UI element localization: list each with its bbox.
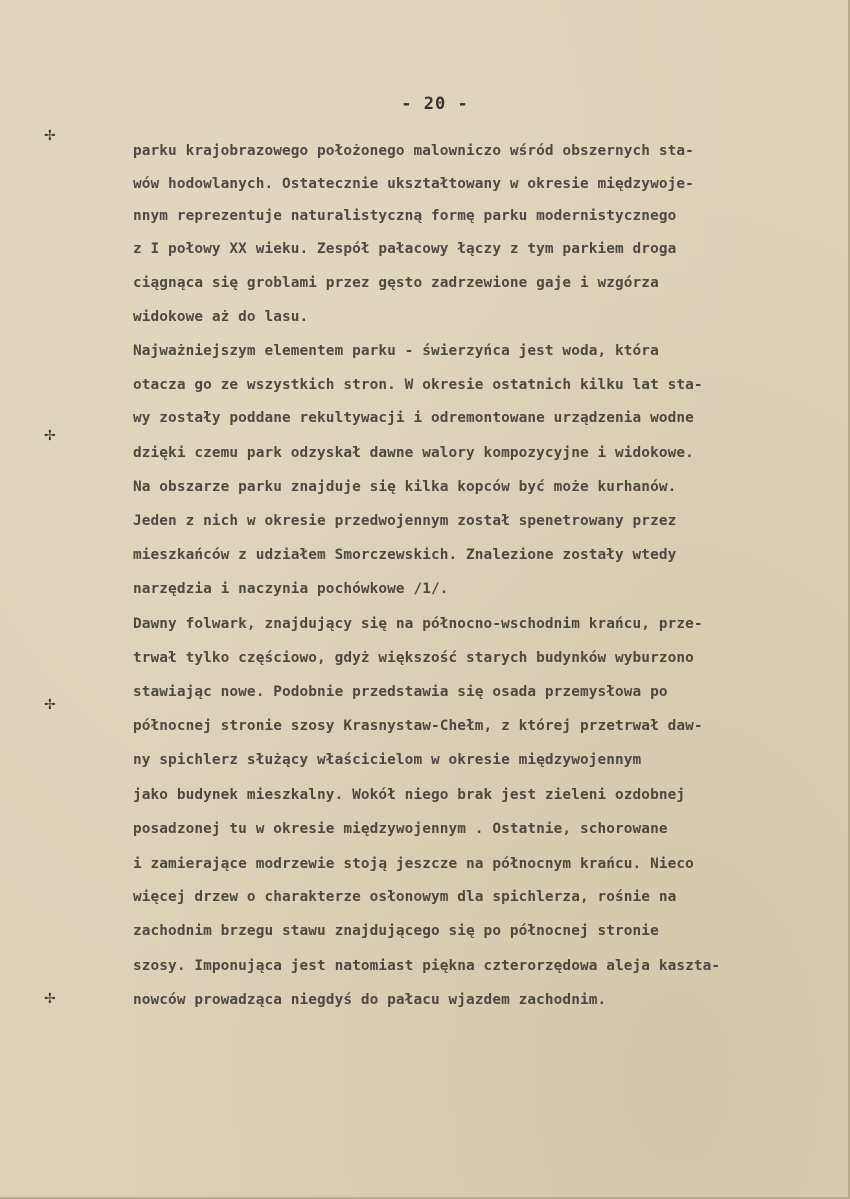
text-line: widokowe aż do lasu. xyxy=(133,309,309,325)
text-line: ny spichlerz służący właścicielom w okresie międzywojennym xyxy=(133,752,642,768)
text-line: z I połowy XX wieku. Zespół pałacowy łączy z tym parkiem droga xyxy=(133,241,677,257)
text-line: dzięki czemu park odzyskał dawne walory kompozycyjne i widokowe. xyxy=(133,445,694,461)
text-line: Na obszarze parku znajduje się kilka kopców być może kurhanów. xyxy=(133,479,677,495)
text-line: wów hodowlanych. Ostatecznie ukształtowany w okresie międzywoje- xyxy=(133,176,694,192)
text-line: trwał tylko częściowo, gdyż większość starych budynków wyburzono xyxy=(133,650,694,666)
text-line: jako budynek mieszkalny. Wokół niego brak jest zieleni ozdobnej xyxy=(133,787,686,803)
text-line: wy zostały poddane rekultywacji i odremontowane urządzenia wodne xyxy=(133,410,694,426)
page-number: - 20 - xyxy=(401,94,469,114)
text-line: zachodnim brzegu stawu znajdującego się po północnej stronie xyxy=(133,923,659,939)
text-line: więcej drzew o charakterze osłonowym dla spichlerza, rośnie na xyxy=(133,889,677,905)
text-line: nnym reprezentuje naturalistyczną formę parku modernistycznego xyxy=(133,208,677,224)
text-line: i zamierające modrzewie stoją jeszcze na północnym krańcu. Nieco xyxy=(133,856,694,872)
text-line: stawiając nowe. Podobnie przedstawia się osada przemysłowa po xyxy=(133,684,668,700)
text-line: narzędzia i naczynia pochówkowe /1/. xyxy=(133,581,449,597)
text-line: ciągnąca się groblami przez gęsto zadrzewione gaje i wzgórza xyxy=(133,275,659,291)
text-line: szosy. Imponująca jest natomiast piękna czterorzędowa aleja kaszta- xyxy=(133,958,721,974)
text-line: mieszkańców z udziałem Smorczewskich. Znalezione zostały wtedy xyxy=(133,547,677,563)
binder-hole-mark: ✢ xyxy=(44,697,56,713)
binder-hole-mark: ✢ xyxy=(44,428,56,444)
text-line: Jeden z nich w okresie przedwojennym został spenetrowany przez xyxy=(133,513,677,529)
text-line: północnej stronie szosy Krasnystaw-Chełm, z której przetrwał daw- xyxy=(133,718,703,734)
text-line: Dawny folwark, znajdujący się na północno-wschodnim krańcu, prze- xyxy=(133,616,703,632)
binder-hole-mark: ✢ xyxy=(44,128,56,144)
text-line: otacza go ze wszystkich stron. W okresie ostatnich kilku lat sta- xyxy=(133,377,703,393)
text-line: parku krajobrazowego położonego malowniczo wśród obszernych sta- xyxy=(133,143,694,159)
text-line: Najważniejszym elementem parku - świerzyńca jest woda, która xyxy=(133,343,659,359)
text-line: posadzonej tu w okresie międzywojennym . Ostatnie, schorowane xyxy=(133,821,668,837)
text-line: nowców prowadząca niegdyś do pałacu wjazdem zachodnim. xyxy=(133,992,607,1008)
binder-hole-mark: ✢ xyxy=(44,991,56,1007)
